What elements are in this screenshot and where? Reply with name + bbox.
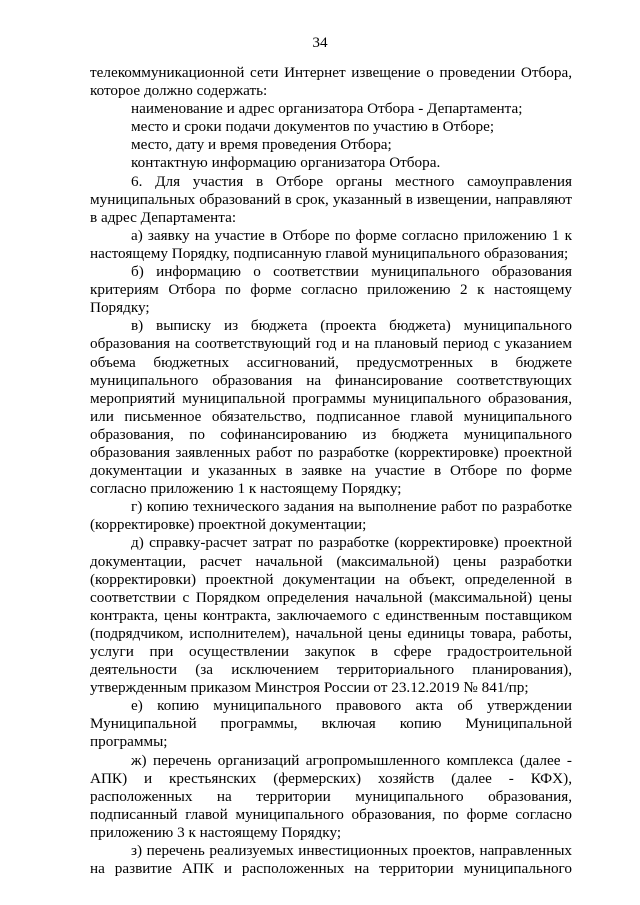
list-item-place-date-time: место, дату и время проведения Отбора; — [131, 136, 392, 154]
list-item-contact-info: контактную информацию организатора Отбора. — [131, 154, 441, 172]
list-item-name-address: наименование и адрес организатора Отбора - Департамента; — [131, 100, 523, 118]
body-text — [90, 64, 572, 878]
paragraph-item-a: а) заявку на участие в Отборе по форме согласно приложению 1 к настоящему Порядку, подписанную главой муниципального образования; — [90, 226, 572, 262]
page-number: 34 — [312, 34, 328, 51]
paragraph-item-b: б) информацию о соответствии муниципального образования критериям Отбора по форме согласно приложению 2 к настоящему Порядку; — [90, 263, 572, 317]
paragraph-item-z: з) перечень реализуемых инвестиционных проектов, направленных на развитие АПК и расположенных на территории муниципального — [90, 842, 572, 878]
paragraph-item-g: г) копию технического задания на выполнение работ по разработке (корректировке) проектной документации; — [90, 498, 572, 534]
paragraph-item-v: в) выписку из бюджета (проекта бюджета) муниципального образования на соответствующий год и на плановый период с указанием объема бюджетных ассигнований, предусмотренных в бюджете муниципального образования на финансирование соответствующих мероприятий муниципальной программы муниципального образования, или письменное обязательство, подписанное главой муниципального образования, по софинансированию из бюджета муниципального образования заявленных работ по разработке (корректировке) проектной документации и указанных в заявке на участие в Отборе по форме согласно приложению 1 к настоящему Порядку; — [90, 317, 572, 498]
list-item-place-deadlines: место и сроки подачи документов по участию в Отборе; — [131, 118, 495, 136]
paragraph-item-zh: ж) перечень организаций агропромышленного комплекса (далее - АПК) и крестьянских (фермерских) хозяйств (далее - КФХ), расположенных на территории муниципального образования, подписанный главой муниципального образования, по форме согласно приложению 3 к настоящему Порядку; — [90, 751, 572, 841]
paragraph-item-d: д) справку-расчет затрат по разработке (корректировке) проектной документации, расчет начальной (максимальной) цены разработки (корректировки) проектной документации на объект, определенной в соответствии с Порядком определения начальной (максимальной) цены контракта, цены контракта, заключаемого с единственным поставщиком (подрядчиком, исполнителем), начальной цены единицы товара, работы, услуги при осуществлении закупок в сфере градостроительной деятельности (за исключением территориального планирования), утвержденным приказом Минстроя России от 23.12.2019 № 841/пр; — [90, 534, 572, 697]
paragraph-item-6: 6. Для участия в Отборе органы местного самоуправления муниципальных образований в срок, указанный в извещении, направляют в адрес Департамента: — [90, 172, 572, 226]
paragraph-intro: телекоммуникационной сети Интернет извещение о проведении Отбора, которое должно содержать: — [90, 64, 572, 100]
paragraph-item-e: е) копию муниципального правового акта об утверждении Муниципальной программы, включая копию Муниципальной программы; — [90, 697, 572, 751]
